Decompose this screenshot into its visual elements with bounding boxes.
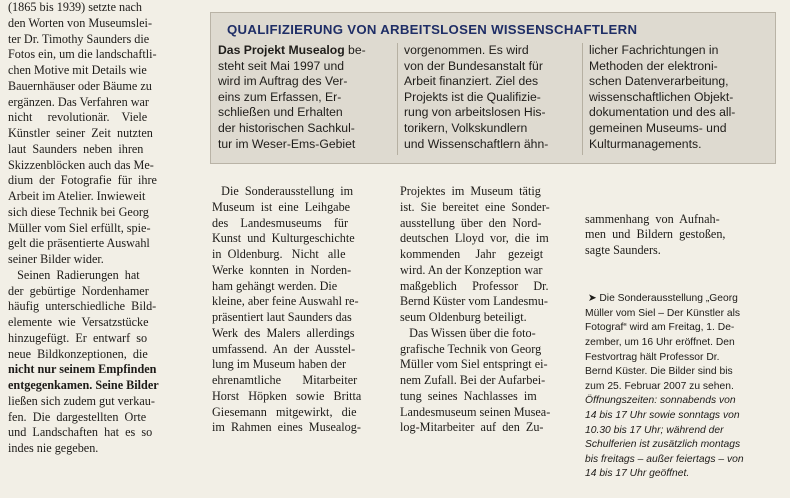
text-line: Fotos ein, um die landschaftli-	[8, 47, 157, 62]
info-box-column-2	[404, 43, 548, 152]
note-line: zember, um 16 Uhr eröffnet. Den	[585, 337, 735, 349]
text-line: lung im Museum haben der	[212, 357, 347, 372]
text-line: maßgeblich Professor Dr.	[400, 278, 549, 293]
info-box-line: schen Datenverarbeitung,	[589, 74, 729, 89]
text-line: log-Mitarbeiter auf den Zu-	[400, 420, 544, 435]
text-line: men und Bildern gestoßen,	[585, 227, 726, 242]
exhibition-note	[585, 292, 770, 482]
text-line: laut Saunders neben ihren	[8, 141, 144, 156]
text-line: ist. Sie bereitet eine Sonder-	[400, 199, 550, 214]
text-line: chen Motive mit Details wie	[8, 63, 147, 77]
text-line: im Rahmen eines Musealog-	[212, 420, 361, 435]
text-line: Bernd Küster vom Landesmu-	[400, 294, 548, 309]
opening-hours-text	[585, 395, 744, 479]
text-line: hinzugefügt. Er entwarf so	[8, 330, 148, 345]
text-line: Werke konnten in Norden-	[212, 262, 352, 277]
article-column-2	[212, 184, 393, 436]
info-box-column-3	[589, 43, 735, 152]
text-line: tung seines Nachlasses im	[400, 388, 537, 403]
info-box-title: QUALIFIZIERUNG VON ARBEITSLOSEN WISSENSCHAFTLERN	[227, 22, 638, 37]
note-line: zum 25. Februar 2007 zu sehen.	[585, 380, 734, 392]
text-line: dium der Fotografie für ihre	[8, 173, 157, 188]
text-line: ausstellung über den Nord-	[400, 215, 542, 230]
text-line: nem Zufall. Bei der Aufarbei-	[400, 373, 546, 387]
info-box-line: gemeinen Museums- und	[589, 120, 727, 135]
text-line: Müller vom Siel erfüllt, spie-	[8, 220, 151, 235]
text-line: sagte Saunders.	[585, 243, 661, 257]
text-line: nicht revolutionär. Viele	[8, 110, 148, 125]
text-line: Projektes im Museum tätig	[400, 184, 541, 198]
hours-line: bis freitags – außer feiertags – von	[585, 453, 744, 465]
info-box-line: wissenschaftlichen Objekt-	[589, 89, 734, 104]
info-box-line: von der Bundesanstalt für	[404, 58, 543, 73]
article-column-3	[400, 184, 581, 436]
text-line: umfassend. An der Ausstel-	[212, 341, 356, 356]
text-line: seum Oldenburg beteiligt.	[400, 310, 527, 324]
text-line: fen. Die dargestellten Orte	[8, 409, 147, 424]
opening-hours-label: Öffnungszeiten:	[585, 395, 658, 407]
text-line: des Landesmuseums für	[212, 215, 349, 230]
text-line: Werk des Malers allerdings	[212, 325, 355, 340]
text-line: Das Wissen über die foto-	[400, 325, 536, 340]
text-line: Skizzenblöcken auch das Me-	[8, 157, 154, 172]
text-line: in Oldenburg. Nicht alle	[212, 247, 346, 261]
text-line: gelt die präsentierte Auswahl	[8, 236, 150, 251]
text-line: Giesemann mitgewirkt, die	[212, 404, 357, 419]
info-box-line: dokumentation und des all-	[589, 105, 736, 120]
info-box-divider	[582, 43, 583, 155]
note-line: Bernd Küster. Die Bilder sind bis	[585, 366, 733, 378]
info-box-line: schließen und Erhalten	[218, 105, 343, 120]
text-line: präsentiert laut Saunders das	[212, 310, 352, 324]
text-line: Bauernhäuser oder Bäume zu	[8, 78, 152, 93]
text-line: sich diese Technik bei Georg	[8, 204, 149, 219]
text-line: elemente wie Versatzstücke	[8, 315, 149, 329]
text-line: Müller vom Siel entspringt ei-	[400, 357, 548, 372]
info-box-line: tur im Weser-Ems-Gebiet	[218, 136, 356, 151]
info-box-line: steht seit Mai 1997 und	[218, 58, 345, 73]
text-line: ergänzen. Das Verfahren war	[8, 94, 149, 109]
info-box-line: der historischen Sachkul-	[218, 120, 355, 135]
info-box-divider	[397, 43, 398, 155]
info-box-line: Methoden der elektroni-	[589, 58, 718, 73]
text-line: neue Bildkonzeptionen, die	[8, 346, 148, 361]
info-box-line: Kulturmanagements.	[589, 136, 702, 151]
info-box-line: licher Fachrichtungen in	[589, 43, 719, 57]
info-box-line: torikern, Volkskundlern	[404, 120, 528, 135]
hours-line: 14 bis 17 Uhr geöffnet.	[585, 468, 690, 480]
text-line: Seinen Radierungen hat	[8, 267, 140, 282]
info-box-line: eins zum Erfassen, Er-	[218, 89, 342, 104]
text-line: ham gehängt werden. Die	[212, 278, 338, 293]
text-line: Landesmuseum seinen Musea-	[400, 404, 551, 419]
text-line: wird. An der Konzeption war	[400, 262, 543, 277]
article-column-4-body	[585, 212, 770, 259]
note-line: Fotograf“ wird am Freitag, 1. De-	[585, 322, 735, 334]
article-column-4	[585, 180, 770, 498]
info-box-line: Arbeit finanziert. Ziel des	[404, 74, 539, 89]
info-box	[210, 12, 776, 164]
info-box-line: und Wissenschaftlern ähn-	[404, 136, 549, 151]
text-line: Künstler seiner Zeit nutzten	[8, 126, 153, 140]
info-box-line: rung von arbeitslosen His-	[404, 105, 546, 120]
note-line: Festvortrag hält Professor Dr.	[585, 351, 720, 363]
text-line: kleine, aber feine Auswahl re-	[212, 294, 359, 309]
text-line: entgegenkamen. Seine Bilder	[8, 378, 159, 392]
text-line: kommenden Jahr gezeigt	[400, 247, 544, 261]
note-line: Müller vom Siel – Der Künstler als	[585, 307, 741, 319]
text-line: indes nie gegeben.	[8, 441, 99, 455]
hours-line: sonnabends von	[657, 395, 736, 407]
info-box-line: wird im Auftrag des Ver-	[218, 74, 348, 89]
text-line: (1865 bis 1939) setzte nach	[8, 0, 143, 14]
text-line: und Landschaften hat es so	[8, 425, 153, 440]
hours-line: 10.30 bis 17 Uhr; während der	[585, 424, 724, 436]
text-line: Horst Höpken sowie Britta	[212, 388, 362, 403]
text-line: häufig unterschiedliche Bild-	[8, 299, 157, 314]
info-box-lead: Das Projekt Musealog	[218, 43, 345, 57]
hours-line: Schulferien ist zusätzlich montags	[585, 439, 741, 451]
text-line: Museum ist eine Leihgabe	[212, 199, 351, 214]
text-line: der gebürtige Nordenhamer	[8, 283, 149, 298]
text-line: grafische Technik von Georg	[400, 341, 542, 356]
note-line: ➤ Die Sonderausstellung „Georg	[585, 293, 738, 305]
hours-line: 14 bis 17 Uhr sowie sonntags von	[585, 410, 740, 421]
text-line: ter Dr. Timothy Saunders die	[8, 31, 150, 46]
text-line: sammenhang von Aufnah-	[585, 211, 720, 226]
info-box-lead-rest: be-	[344, 43, 366, 57]
info-box-column-1	[218, 43, 366, 152]
info-box-line: vorgenommen. Es wird	[404, 43, 529, 57]
text-line: deutschen Lloyd vor, die im	[400, 231, 549, 246]
text-line: Kunst und Kulturgeschichte	[212, 231, 355, 246]
text-line: seiner Bilder wider.	[8, 252, 104, 266]
text-line: ließen sich zudem gut verkau-	[8, 393, 155, 408]
text-line: ehrenamtliche Mitarbeiter	[212, 373, 358, 387]
text-line: Die Sonderausstellung im	[212, 184, 354, 198]
text-line: den Worten von Museumslei-	[8, 15, 153, 30]
article-column-1	[8, 0, 204, 457]
info-box-line: Projekts ist die Qualifizie-	[404, 89, 541, 104]
text-line: Arbeit im Atelier. Inwieweit	[8, 189, 146, 203]
text-line: nicht nur seinem Empfinden	[8, 362, 157, 377]
